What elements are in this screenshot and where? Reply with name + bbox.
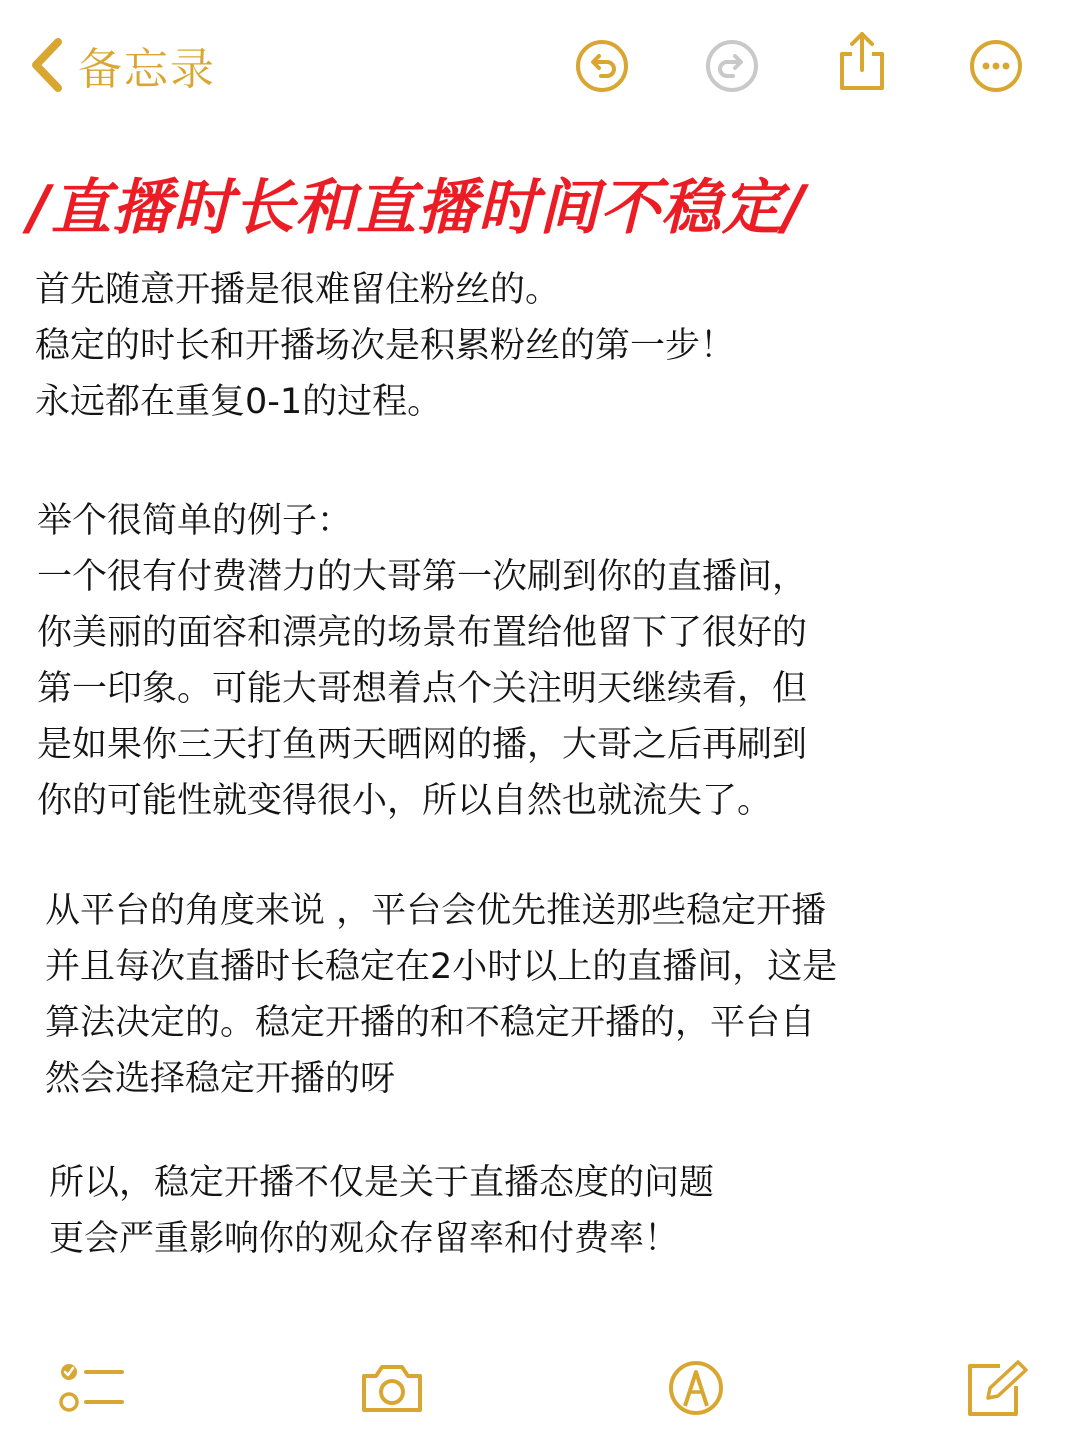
text-line: 更会严重影响你的观众存留率和付费率！ <box>49 1219 680 1259</box>
checklist-button[interactable] <box>58 1358 126 1418</box>
note-paragraph[interactable] <box>45 883 837 1107</box>
share-icon <box>834 30 890 94</box>
camera-icon <box>358 1358 426 1418</box>
text-line: 首先随意开播是很难留住粉丝的。 <box>35 270 561 310</box>
undo-button[interactable] <box>574 38 630 94</box>
text-line: 一个很有付费潜力的大哥第一次刷到你的直播间， <box>37 557 808 597</box>
text-line: 所以，稳定开播不仅是关于直播态度的问题 <box>49 1163 715 1203</box>
more-icon <box>968 38 1024 94</box>
text-line: 从平台的角度来说 ，平台会优先推送那些稳定开播 <box>45 891 827 931</box>
navigation-bar <box>0 0 1080 130</box>
note-title[interactable]: /直播时长和直播时间不稳定/ <box>28 173 806 243</box>
text-line: 永远都在重复0-1的过程。 <box>35 382 443 422</box>
camera-button[interactable] <box>358 1358 426 1418</box>
undo-icon <box>574 38 630 94</box>
text-line: 算法决定的。稳定开播的和不稳定开播的，平台自 <box>45 1003 816 1043</box>
redo-icon <box>704 38 760 94</box>
text-line: 并且每次直播时长稳定在2小时以上的直播间，这是 <box>45 947 838 987</box>
share-button[interactable] <box>834 30 890 94</box>
note-paragraph[interactable] <box>37 493 807 829</box>
text-line: 你美丽的面容和漂亮的场景布置给他留下了很好的 <box>37 613 808 653</box>
text-line: 稳定的时长和开播场次是积累粉丝的第一步！ <box>35 326 736 366</box>
text-line: 是如果你三天打鱼两天晒网的播，大哥之后再刷到 <box>37 725 808 765</box>
compose-button[interactable] <box>964 1358 1032 1418</box>
text-line: 然会选择稳定开播的呀 <box>45 1059 396 1099</box>
note-paragraph[interactable] <box>35 262 735 430</box>
note-paragraph[interactable] <box>49 1155 714 1267</box>
text-line: 举个很简单的例子： <box>37 501 353 541</box>
chevron-left-icon <box>28 34 66 96</box>
redo-button[interactable] <box>704 38 760 94</box>
markup-icon <box>666 1358 726 1418</box>
back-button[interactable] <box>28 34 216 96</box>
checklist-icon <box>58 1358 126 1418</box>
text-line: 你的可能性就变得很小，所以自然也就流失了。 <box>37 781 773 821</box>
compose-icon <box>964 1358 1028 1418</box>
more-button[interactable] <box>968 38 1024 94</box>
back-label: 备忘录 <box>78 44 216 95</box>
markup-button[interactable] <box>666 1358 734 1418</box>
text-line: 第一印象。可能大哥想着点个关注明天继续看，但 <box>37 669 808 709</box>
